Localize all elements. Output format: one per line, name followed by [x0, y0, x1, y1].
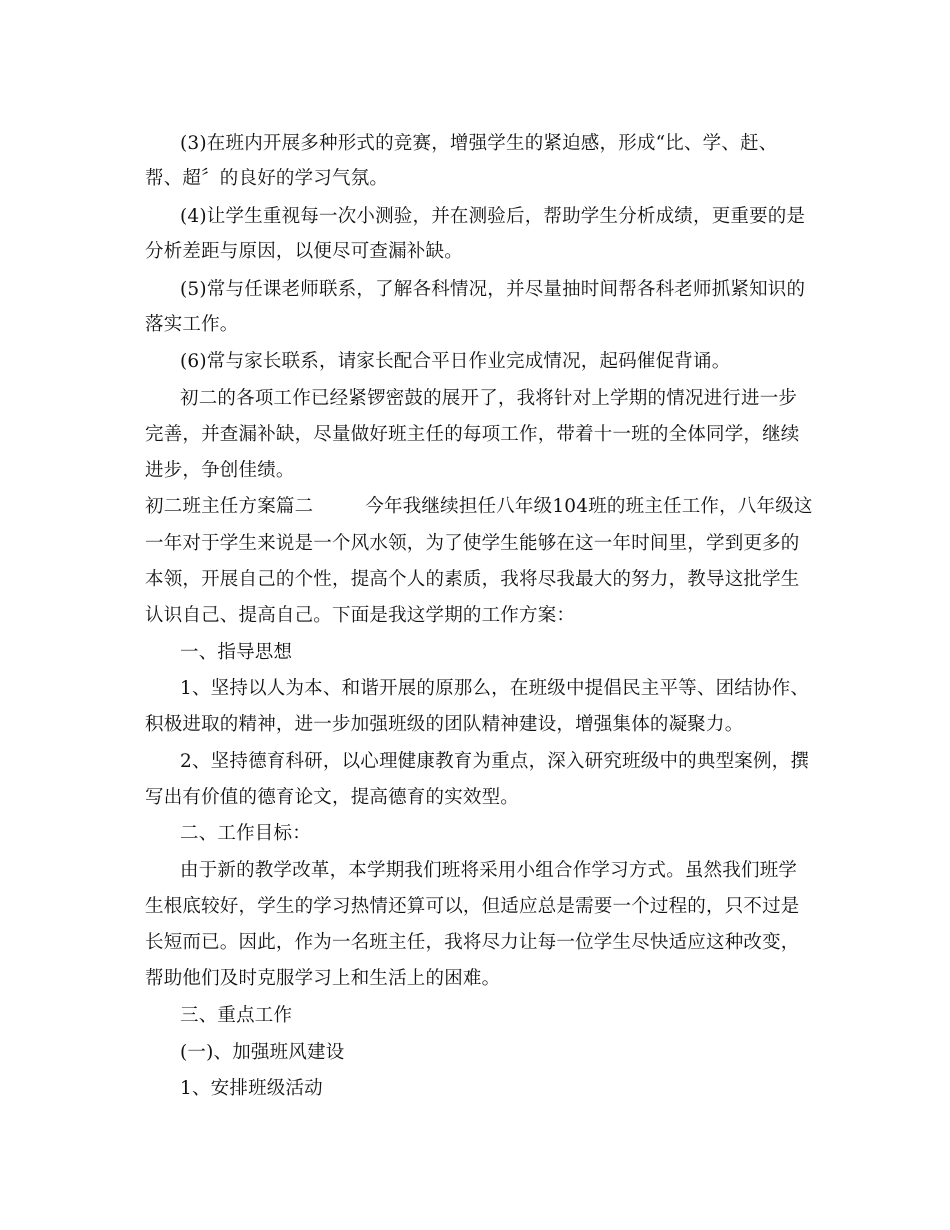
heading-guiding-ideas: 一、指导思想: [180, 642, 293, 663]
section-heading-line: [145, 495, 813, 519]
paragraph-line: (6)常与家长联系，请家长配合平日作业完成情况，起码催促背诵。: [180, 351, 731, 372]
paragraph-line: 生根底较好，学生的学习热情还算可以，但适应总是需要一个过程的，只不过是: [145, 896, 800, 917]
list-item: 1、安排班级活动: [180, 1078, 323, 1099]
paragraph-line: (3)在班内开展多种形式的竞赛，增强学生的紧迫感，形成“比、学、赶、: [180, 133, 778, 154]
heading-work-goals: 二、工作目标：: [180, 823, 311, 844]
paragraph-line: 进步，争创佳绩。: [145, 460, 295, 481]
paragraph-line: 分析差距与原因，以便尽可查漏补缺。: [145, 241, 463, 262]
paragraph-line: 帮助他们及时克服学习上和生活上的困难。: [145, 968, 501, 989]
paragraph-line: (5)常与任课老师联系，了解各科情况，并尽量抽时间帮各科老师抓紧知识的: [180, 279, 806, 300]
heading-key-work: 三、重点工作: [180, 1005, 293, 1026]
paragraph-line: 完善，并查漏补缺，尽量做好班主任的每项工作，带着十一班的全体同学，继续: [145, 424, 800, 445]
subheading-class-style: (一)、加强班风建设: [180, 1042, 345, 1063]
paragraph-text: 今年我继续担任八年级104班的班主任工作，八年级这: [365, 496, 813, 517]
paragraph-line: 初二的各项工作已经紧锣密鼓的展开了，我将针对上学期的情况进行进一步: [180, 388, 798, 409]
paragraph-line: 积极进取的精神，进一步加强班级的团队精神建设，增强集体的凝聚力。: [145, 714, 744, 735]
paragraph-line: 一年对于学生来说是一个风水领，为了使学生能够在这一年时间里，学到更多的: [145, 533, 800, 554]
paragraph-line: 本领，开展自己的个性，提高个人的素质，我将尽我最大的努力，教导这批学生: [145, 569, 800, 590]
paragraph-line: 帮、超〞的良好的学习气氛。: [145, 168, 389, 189]
paragraph-line: 落实工作。: [145, 314, 239, 335]
paragraph-line: 1、坚持以人为本、和谐开展的原那么，在班级中提倡民主平等、团结协作、: [180, 678, 810, 699]
paragraph-line: 2、坚持德育科研，以心理健康教育为重点，深入研究班级中的典型案例，撰: [180, 751, 810, 772]
paragraph-line: (4)让学生重视每一次小测验，并在测验后，帮助学生分析成绩，更重要的是: [180, 206, 806, 227]
paragraph-line: 由于新的教学改革，本学期我们班将采用小组合作学习方式。虽然我们班学: [180, 860, 798, 881]
paragraph-line: 长短而已。因此，作为一名班主任，我将尽力让每一位学生尽快适应这种改变，: [145, 932, 800, 953]
paragraph-line: 写出有价值的德育论文，提高德育的实效型。: [145, 787, 520, 808]
section-heading: 初二班主任方案篇二: [145, 496, 314, 517]
paragraph-line: 认识自己、提高自己。下面是我这学期的工作方案：: [145, 605, 576, 626]
